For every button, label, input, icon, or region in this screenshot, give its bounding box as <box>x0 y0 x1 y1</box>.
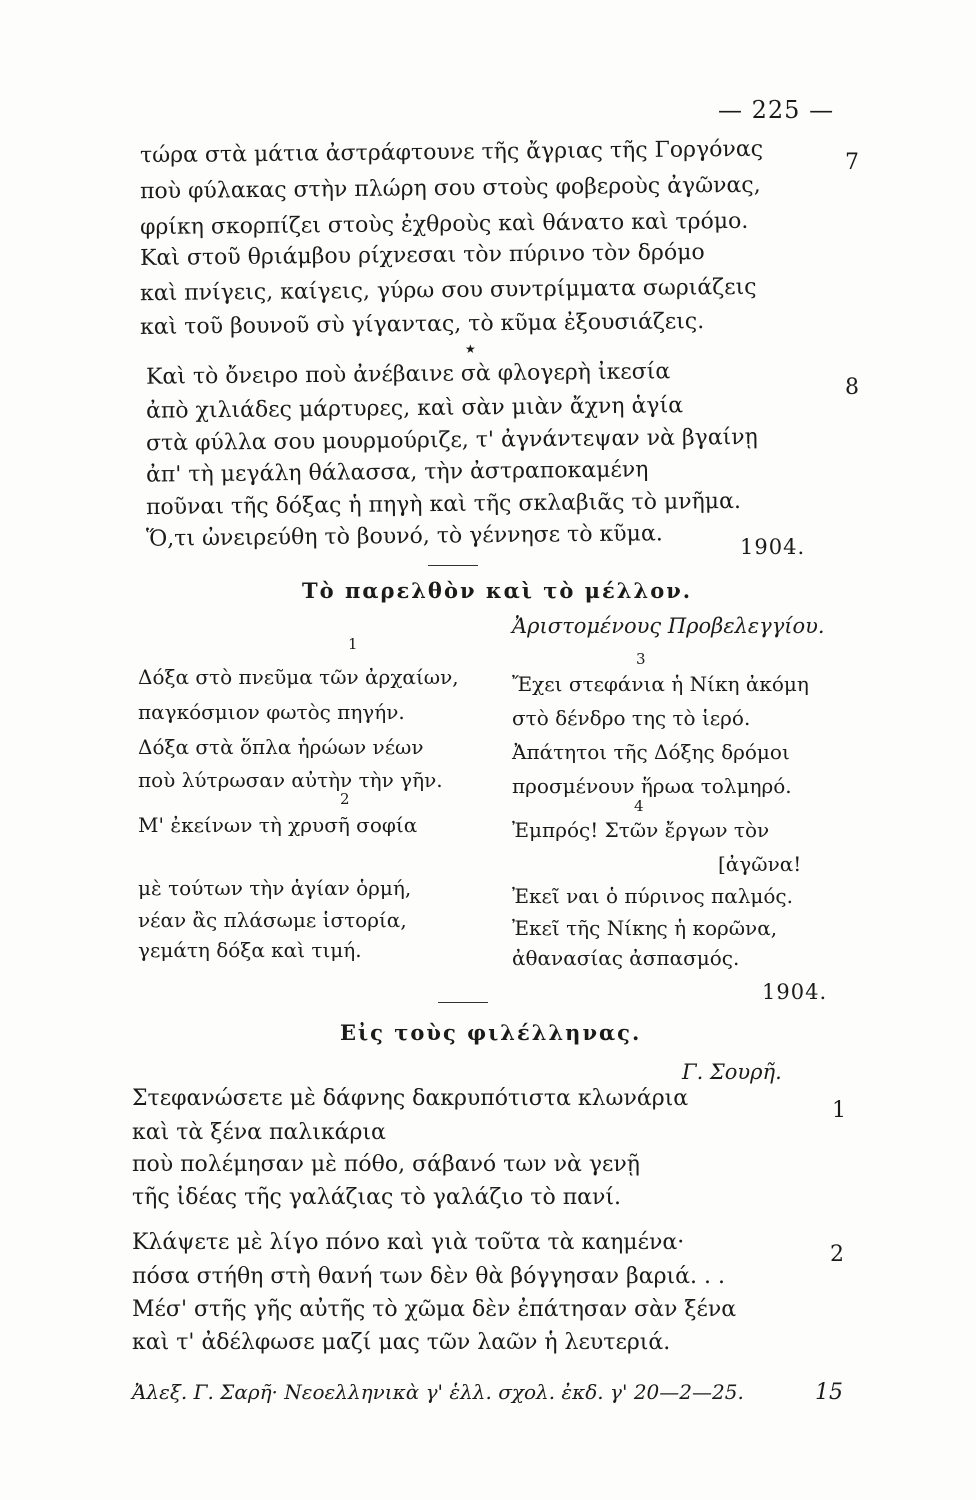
poem-line: ἀπ' τὴ μεγάλη θάλασσα, τὴν ἀστραποκαμένη <box>145 457 649 488</box>
stanza-number: 7 <box>845 150 859 175</box>
poem-line: τώρα στὰ μάτια ἀστράφτουνε τῆς ἄγριας τῆς Γοργόνας <box>139 136 764 169</box>
poem-line: καὶ πνίγεις, καίγεις, γύρω σου συντρίμματα σωριάζεις <box>139 274 757 307</box>
poem-line: [ἀγῶνα! <box>718 852 802 876</box>
poem-line: Στεφανώσετε μὲ δάφνης δακρυπότιστα κλωνάρια <box>132 1086 689 1111</box>
poem-year: 1904. <box>762 980 828 1004</box>
stanza-number: 3 <box>636 650 646 668</box>
footer-citation: Ἀλεξ. Γ. Σαρῆ· Νεοελληνικὰ γ' ἑλλ. σχολ. ἐκδ. γ' 20—2—25. <box>132 1380 744 1404</box>
poem-line: Μ' ἐκείνων τὴ χρυσῆ σοφία <box>138 813 418 837</box>
poem-line: παγκόσμιον φωτὸς πηγήν. <box>138 700 405 724</box>
poem-line: Καὶ στοῦ θριάμβου ρίχνεσαι τὸν πύρινο τὸν δρόμο <box>139 240 705 271</box>
stanza-number: 1 <box>832 1098 846 1123</box>
poem-line: Ὅ,τι ὠνειρεύθη τὸ βουνό, τὸ γέννησε τὸ κῦμα. <box>145 521 663 552</box>
poem-year: 1904. <box>740 535 806 559</box>
poem-line: Καὶ τὸ ὄνειρο ποὺ ἀνέβαινε σὰ φλογερὴ ἰκεσία <box>145 359 671 390</box>
stanza-number: 1 <box>348 635 358 653</box>
poem-line: τῆς ἰδέας τῆς γαλάζιας τὸ γαλάζιο τὸ πανί. <box>132 1185 622 1210</box>
poem-line: ποὺ φύλακας στὴν πλώρη σου στοὺς φοβεροὺς ἀγῶνας, <box>139 172 761 205</box>
poem-title: Τὸ παρελθὸν καὶ τὸ μέλλον. <box>302 578 693 603</box>
poem-line: στὸ δένδρο της τὸ ἱερό. <box>512 706 751 730</box>
poem-line: Ἀπάτητοι τῆς Δόξης δρόμοι <box>512 740 790 764</box>
page-number: — 225 — <box>718 96 835 124</box>
poem-line: νέαν ἂς πλάσωμε ἱστορία, <box>138 908 407 932</box>
poem-line: καὶ τὰ ξένα παλικάρια <box>132 1120 386 1145</box>
poem-line: Ἐκεῖ τῆς Νίκης ἡ κορῶνα, <box>512 916 778 940</box>
poem-line: καὶ τ' ἀδέλφωσε μαζί μας τῶν λαῶν ἡ λευτεριά. <box>132 1330 671 1355</box>
poem-title: Εἰς τοὺς φιλέλληνας. <box>340 1020 642 1045</box>
poem-line: Ἐμπρός! Στῶν ἔργων τὸν <box>512 818 770 842</box>
stanza-number: 2 <box>830 1242 844 1267</box>
poem-line: Μέσ' στῆς γῆς αὐτῆς τὸ χῶμα δὲν ἐπάτησαν σὰν ξένα <box>132 1297 737 1322</box>
stanza-number: 2 <box>340 790 350 808</box>
poem-line: Κλάψετε μὲ λίγο πόνο καὶ γιὰ τοῦτα τὰ καημένα· <box>132 1230 685 1255</box>
section-divider <box>438 1002 488 1003</box>
poem-line: καὶ τοῦ βουνοῦ σὺ γίγαντας, τὸ κῦμα ἐξουσιάζεις. <box>139 309 705 340</box>
ornament-star: ★ <box>465 342 476 356</box>
stanza-number: 4 <box>634 797 644 815</box>
poem-line: ποὺ πολέμησαν μὲ πόθο, σάβανό των νὰ γενῇ <box>132 1152 640 1177</box>
poem-author: Γ. Σουρῆ. <box>682 1060 782 1084</box>
poem-line: πόσα στήθη στὴ θανή των δὲν θὰ βόγγησαν βαριά. . . <box>132 1264 726 1289</box>
poem-line: ποὺ λύτρωσαν αὐτὴν τὴν γῆν. <box>138 768 443 792</box>
signature-mark: 15 <box>815 1380 843 1405</box>
poem-line: ἀθανασίας ἀσπασμός. <box>512 946 740 970</box>
poem-author: Ἀριστομένους Προβελεγγίου. <box>512 614 825 638</box>
poem-line: ποῦναι τῆς δόξας ἡ πηγὴ καὶ τῆς σκλαβιᾶς τὸ μνῆμα. <box>145 488 742 521</box>
poem-line: προσμένουν ἥρωα τολμηρό. <box>512 774 792 798</box>
poem-line: Ἐκεῖ ναι ὁ πύρινος παλμός. <box>512 884 793 908</box>
stanza-number: 8 <box>845 375 859 400</box>
poem-line: γεμάτη δόξα καὶ τιμή. <box>138 938 362 962</box>
poem-line: Ἔχει στεφάνια ἡ Νίκη ἀκόμη <box>512 672 809 696</box>
section-divider <box>428 565 478 566</box>
poem-line: ἀπὸ χιλιάδες μάρτυρες, καὶ σὰν μιὰν ἄχνη ἁγία <box>145 393 684 424</box>
poem-line: Δόξα στὰ ὅπλα ἡρώων νέων <box>138 735 424 759</box>
poem-line: στὰ φύλλα σου μουρμούριζε, τ' ἀγνάντεψαν νὰ βγαίνῃ <box>145 424 758 457</box>
poem-line: μὲ τούτων τὴν ἁγίαν ὁρμή, <box>138 876 412 900</box>
poem-line: Δόξα στὸ πνεῦμα τῶν ἀρχαίων, <box>138 665 459 689</box>
poem-line: φρίκη σκορπίζει στοὺς ἐχθροὺς καὶ θάνατο καὶ τρόμο. <box>139 208 749 241</box>
